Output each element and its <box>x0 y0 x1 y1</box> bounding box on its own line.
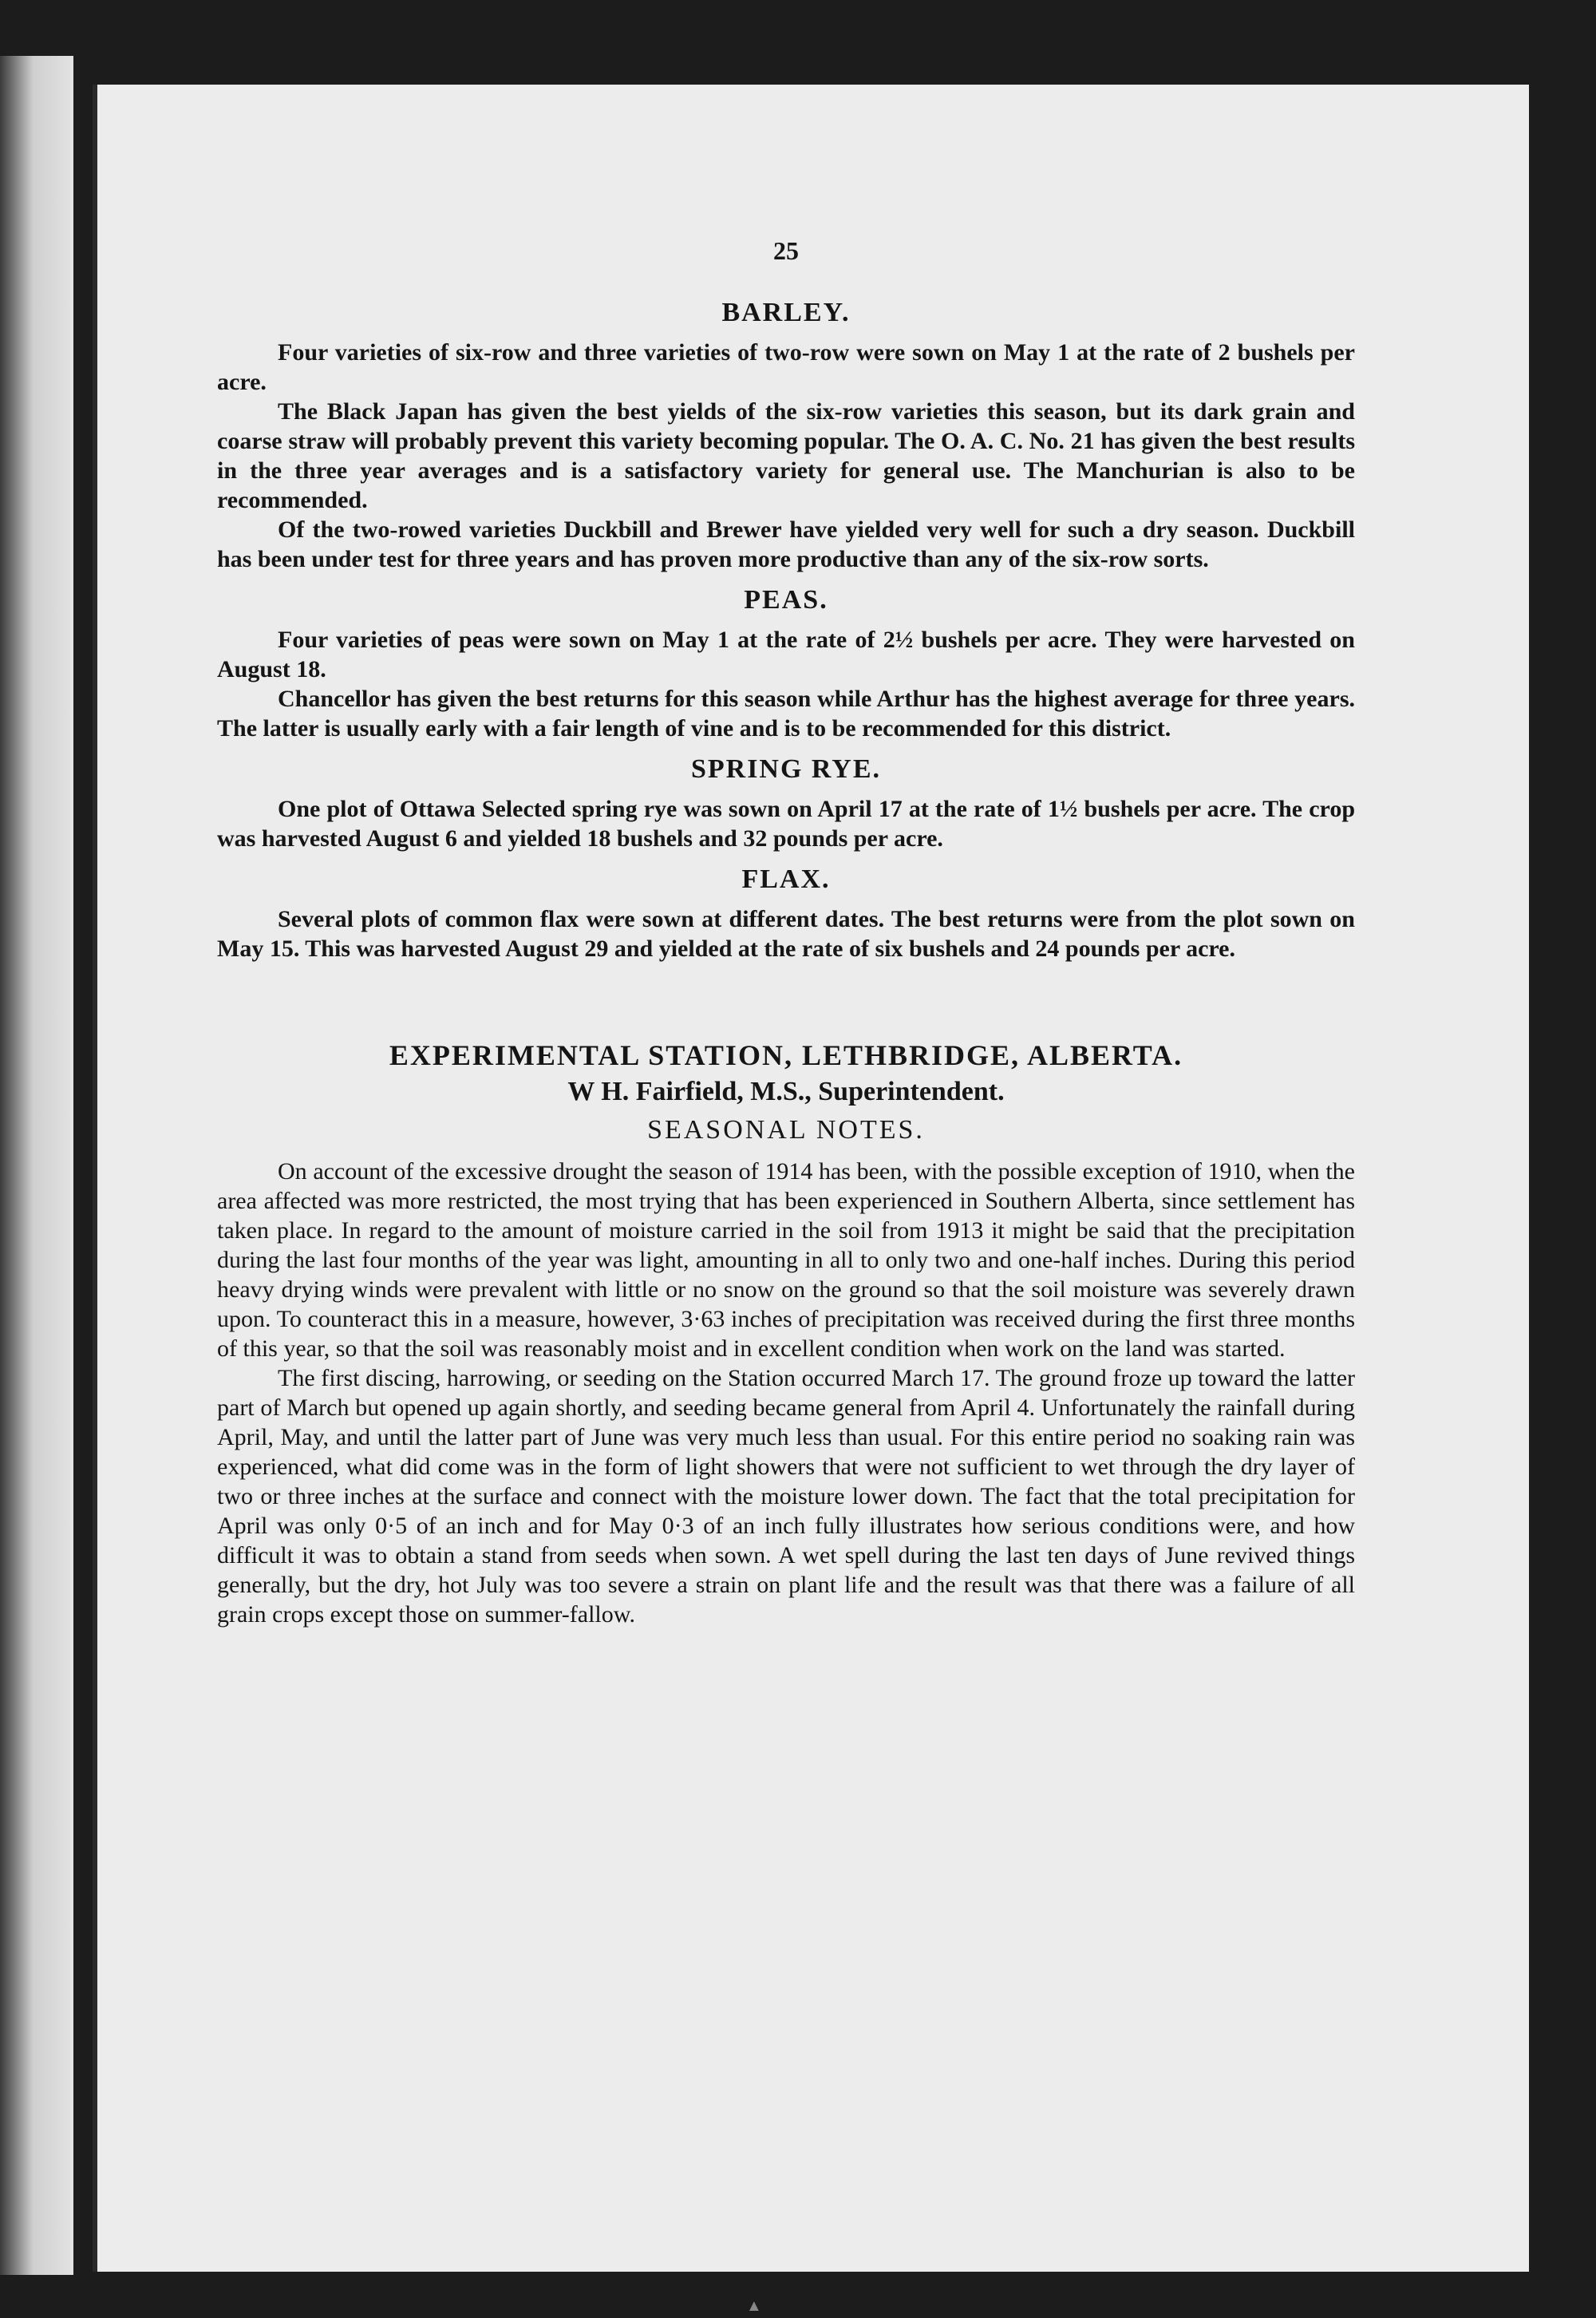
flax-paragraph: Several plots of common flax were sown at different dates. The best returns were from the plot sown on May 15. This was harvested August 29 and yielded at the rate of six bushels and 24 pounds per acre. <box>217 906 1355 962</box>
peas-paragraph: Four varieties of peas were sown on May 1 at the rate of 2½ bushels per acre. They were harvested on August 18. <box>217 627 1355 682</box>
seasonal-notes-paragraph: The first discing, harrowing, or seeding on the Station occurred March 17. The ground froze up toward the latter part of March but opened up again shortly, and seeding became general from April 4. Unfortunately the rainfall during April, May, and until the latter part of June was very much less than usual. For this entire period no soaking rain was experienced, what did come was in the form of light showers that were not sufficient to wet through the dry layer of two or three inches at the surface and connect with the moisture lower down. The fact that the total precipitation for April was only 0·5 of an inch and for May 0·3 of an inch fully illustrates how serious conditions were, and how difficult it was to obtain a stand from seeds when sown. A wet spell during the last ten days of June revived things generally, but the dry, hot July was too severe a strain on plant life and the result was that there was a failure of all grain crops except those on summer-fallow. <box>217 1365 1355 1628</box>
barley-paragraph: Four varieties of six-row and three varieties of two-row were sown on May 1 at the rate of 2 bushels per acre. <box>217 339 1355 395</box>
seasonal-notes-paragraph: On account of the excessive drought the season of 1914 has been, with the possible exception of 1910, when the area affected was more restricted, the most trying that has been experienced in Southern Alberta, since settlement has taken place. In regard to the amount of moisture carried in the soil from 1913 it might be said that the precipitation during the last four months of the year was light, amounting in all to only two and one-half inches. During this period heavy drying winds were prevalent with little or no snow on the ground so that the soil moisture was severely drawn upon. To counteract this in a measure, however, 3·63 inches of precipitation was received during the first three months of this year, so that the soil was reasonably moist and in excellent condition when work on the land was started. <box>217 1158 1355 1362</box>
scan-artifact: ▲ <box>746 2297 762 2315</box>
adjacent-page-edge <box>0 56 73 2275</box>
barley-section <box>217 298 1355 574</box>
flax-heading: FLAX. <box>741 864 831 894</box>
barley-paragraph: Of the two-rowed varieties Duckbill and Brewer have yielded very well for such a dry season. Duckbill has been under test for three years and has proven more productive than any of the six-row sorts. <box>217 516 1355 572</box>
spring-rye-heading: SPRING RYE. <box>690 754 882 784</box>
spring-rye-paragraph: One plot of Ottawa Selected spring rye was sown on April 17 at the rate of 1½ bushels per acre. The crop was harvested August 6 and yielded 18 bushels and 32 pounds per acre. <box>217 796 1355 852</box>
spring-rye-section <box>217 754 1355 853</box>
page-number: 25 <box>773 236 799 265</box>
peas-paragraph: Chancellor has given the best returns for this season while Arthur has the highest average for three years. The latter is usually early with a fair length of vine and is to be recommended for this district. <box>217 686 1355 742</box>
barley-heading: BARLEY. <box>721 298 851 327</box>
flax-section <box>217 864 1355 963</box>
seasonal-notes-heading: SEASONAL NOTES. <box>647 1115 925 1145</box>
peas-section <box>217 585 1355 743</box>
barley-paragraph: The Black Japan has given the best yields of the six-row varieties this season, but its dark grain and coarse straw will probably prevent this variety becoming popular. The O. A. C. No. 21 has given the best results in the three year averages and is a satisfactory variety for general use. The Manchurian is also to be recommended. <box>217 398 1355 513</box>
station-title: EXPERIMENTAL STATION, LETHBRIDGE, ALBERTA. <box>389 1039 1183 1071</box>
document-page <box>93 85 1529 2272</box>
station-section <box>217 1038 1355 1629</box>
peas-heading: PEAS. <box>744 585 828 615</box>
section-spacer <box>217 963 1355 1038</box>
page-content <box>217 236 1355 1629</box>
station-superintendent: W H. Fairfield, M.S., Superintendent. <box>567 1077 1005 1106</box>
